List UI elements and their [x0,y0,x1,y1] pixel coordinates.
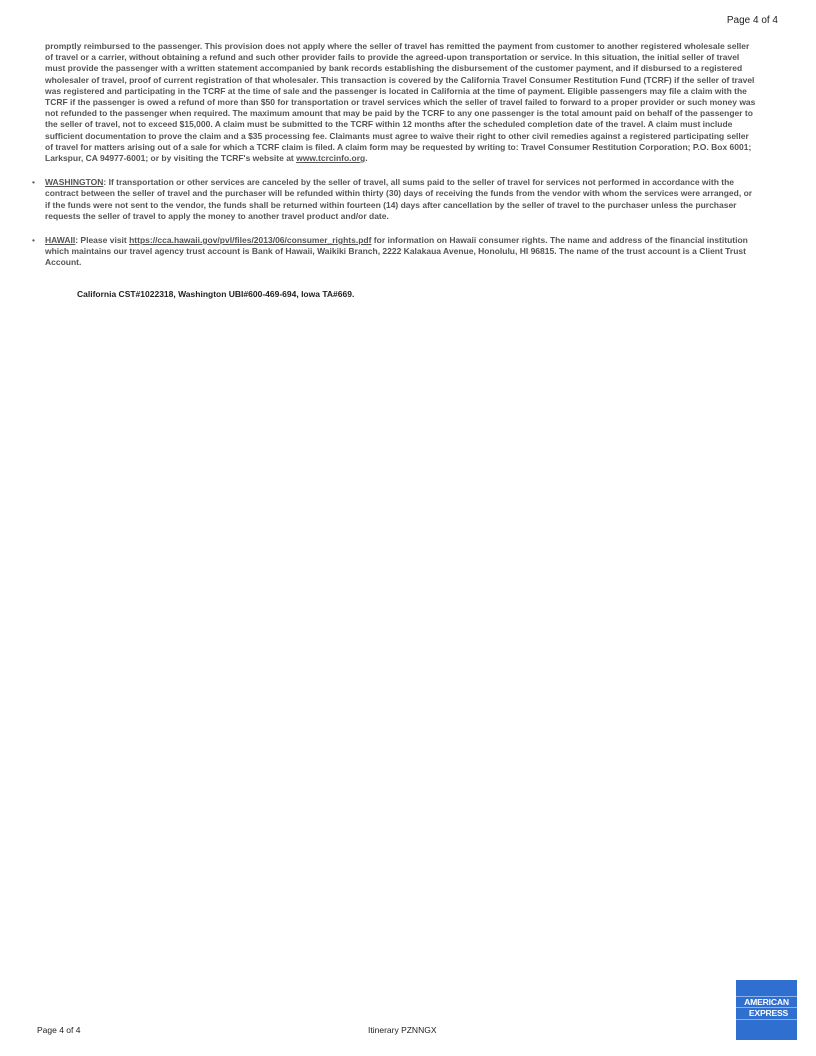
bullet-icon: • [32,177,35,188]
american-express-logo [736,980,797,1040]
hawaii-text: : Please visit [75,235,130,246]
california-paragraph [30,41,758,164]
bullet-icon: • [32,235,35,246]
washington-paragraph [45,177,758,222]
logo-line2: EXPRESS [748,1008,789,1018]
footer-itinerary-number: Itinerary PZNNGX [368,1025,437,1035]
terms-content [30,41,758,299]
hawaii-consumer-rights-link[interactable]: https://cca.hawaii.gov/pvl/files/2013/06/consumer_rights.pdf [129,235,372,246]
tcrf-website-link[interactable]: www.tcrcinfo.org [296,153,366,164]
hawaii-section [30,235,758,269]
footer-page-number: Page 4 of 4 [37,1025,81,1035]
washington-heading-link[interactable]: WASHINGTON [45,177,104,188]
washington-section [30,177,758,222]
hawaii-text-end: for information on Hawaii consumer rights. The name and address of the financial institution which maintains our travel agency trust account is Bank of Hawaii, Waikiki Branch, 2222 Kalakaua Avenue, Honolulu, HI 96815. The name of the trust account is a Client Trust Account. [45,235,748,268]
california-text-end: . [365,153,368,164]
california-text: promptly reimbursed to the passenger. This provision does not apply where the seller of travel has remitted the payment from customer to another registered wholesale seller of travel or a carrier, without obtaining a refund and such other provider fails to provide the agreed-upon transportation or service. In this situation, the initial seller of travel must provide the passenger with a written statement accompanied by bank records establishing the disbursement of the customer payment, and if disbursed to a registered wholesaler of travel, proof of current registration of that wholesaler. This transaction is covered by the California Travel Consumer Restitution Fund (TCRF) if the seller of travel was registered and participating in the TCRF at the time of sale and the passenger is located in California at the time of payment. Eligible passengers may file a claim with the TCRF if the passenger is owed a refund of more than $50 for transportation or travel services which the seller of travel failed to forward to a proper provider or such money was not refunded to the passenger when required. The maximum amount that may be paid by the TCRF to any one passenger is the total amount paid on behalf of the passenger to the seller of travel, not to exceed $15,000. A claim must be submitted to the TCRF within 12 months after the scheduled completion date of the travel. A claim must include sufficient documentation to prove the claim and a $35 processing fee. Claimants must agree to waive their right to other civil remedies against a registered participating seller of travel for matters arising out of a sale for which a TCRF claim is filed. A claim form may be requested by writing to: Travel Consumer Restitution Corporation; P.O. Box 6001; Larkspur, CA 94977-6001; or by visiting the TCRF's website at [45,41,756,164]
hawaii-heading-link[interactable]: HAWAII [45,235,76,246]
logo-stripe [736,1019,797,1020]
header-page-number: Page 4 of 4 [726,15,778,26]
hawaii-paragraph [45,235,758,269]
license-numbers: California CST#1022318, Washington UBI#600-469-694, Iowa TA#669. [77,288,355,299]
logo-line1: AMERICAN [744,997,789,1007]
washington-text: : If transportation or other services are canceled by the seller of travel, all sums paid to the seller of travel for services not performed in accordance with the contract between the seller of travel and the purchaser will be refunded within thirty (30) days of receiving the funds from the vendor with whom the services were arranged, or if the funds were not sent to the vendor, the funds shall be returned within fourteen (14) days after cancellation by the seller of travel to the purchaser unless the purchaser requests the seller of travel to apply the money to another travel product and/or date. [45,177,753,221]
